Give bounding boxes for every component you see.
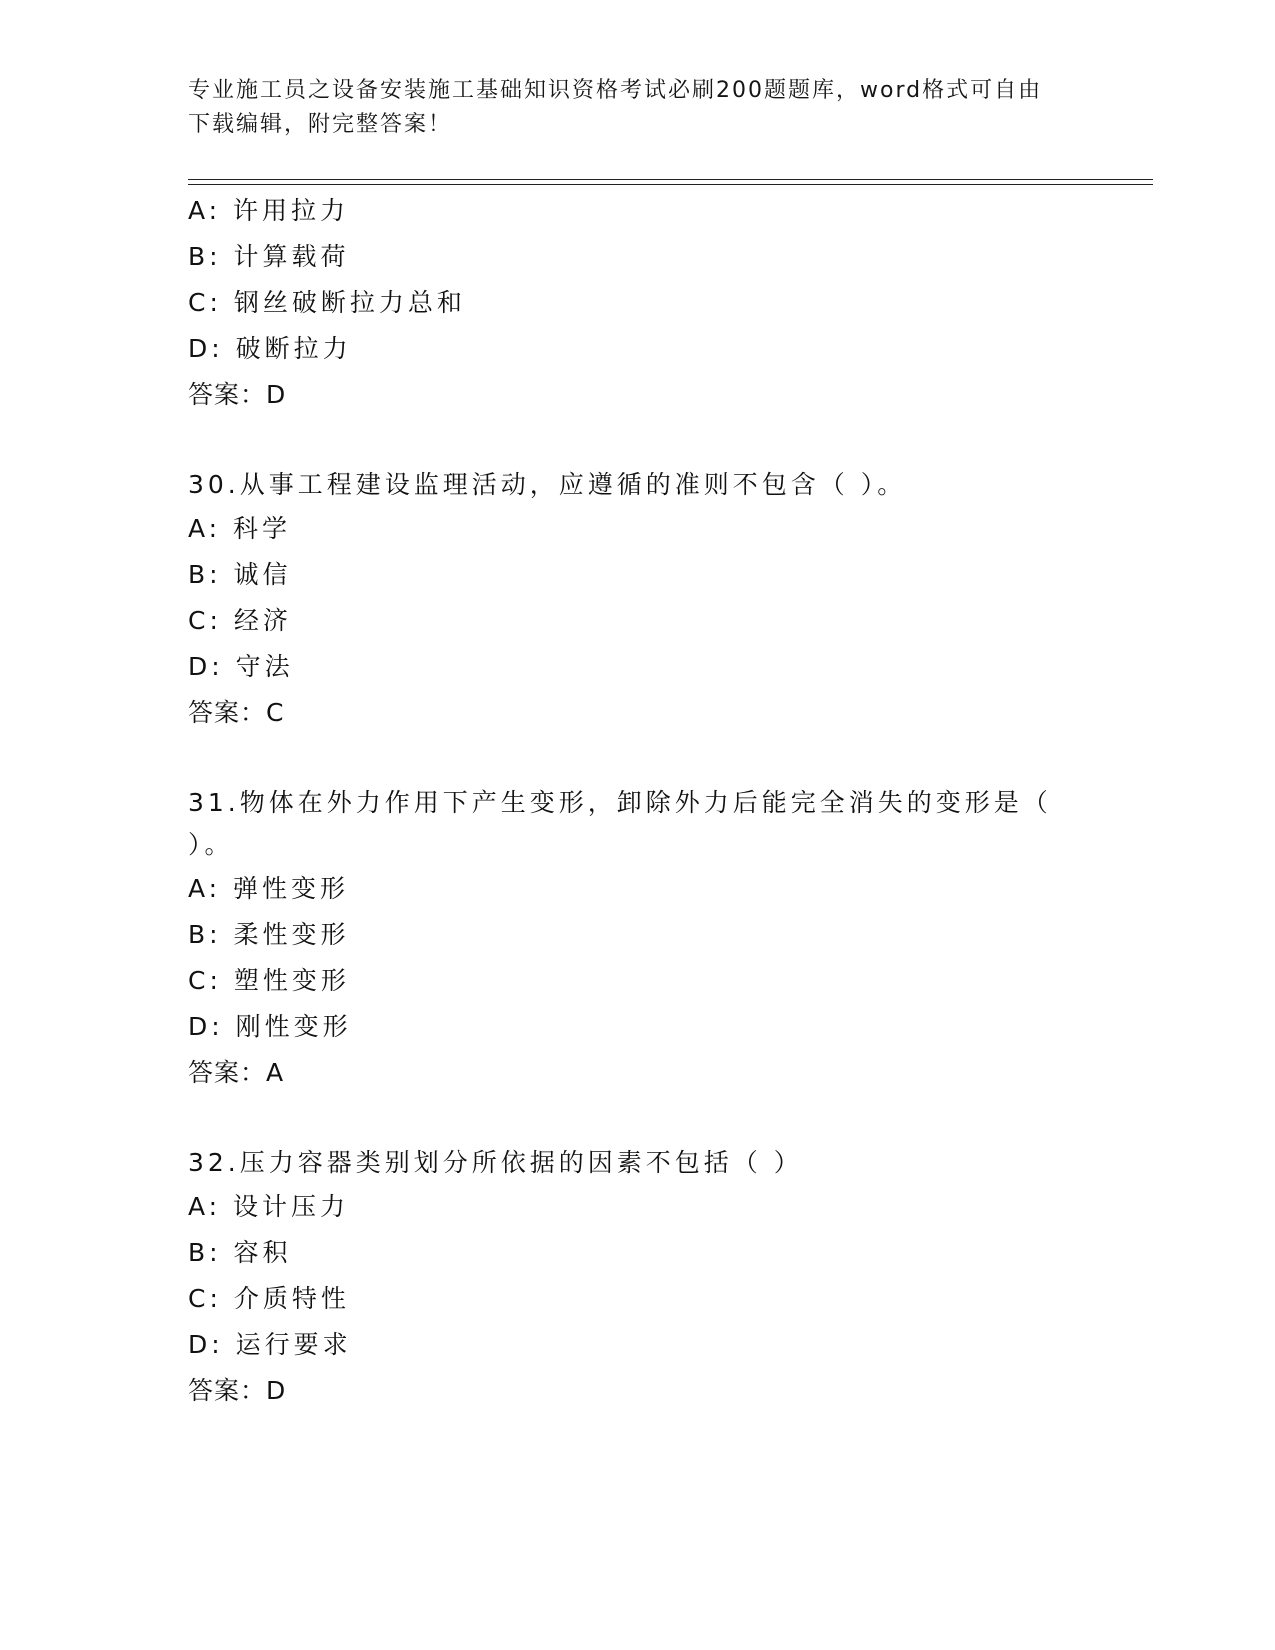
- question-32: [188, 1142, 1088, 1414]
- option-a: A: 弹性变形: [188, 874, 350, 903]
- question-text: 32.压力容器类别划分所依据的因素不包括（ ）: [188, 1148, 803, 1177]
- question-29-continued: [188, 188, 1088, 418]
- option-b: B: 容积: [188, 1238, 292, 1267]
- answer-line: 答案：C: [188, 698, 285, 727]
- spacer: [188, 1098, 1088, 1142]
- spacer: [188, 738, 1088, 782]
- option-c: C: 介质特性: [188, 1284, 350, 1313]
- header-divider-top: [188, 179, 1153, 180]
- option-d: D: 守法: [188, 652, 294, 681]
- spacer: [188, 420, 1088, 464]
- answer-line: 答案：D: [188, 380, 287, 409]
- option-a: A: 科学: [188, 514, 292, 543]
- option-a: A: 设计压力: [188, 1192, 350, 1221]
- option-a: A: 许用拉力: [188, 196, 350, 225]
- option-d: D: 刚性变形: [188, 1012, 352, 1041]
- option-d: D: 运行要求: [188, 1330, 352, 1359]
- option-d: D: 破断拉力: [188, 334, 352, 363]
- option-c: C: 钢丝破断拉力总和: [188, 288, 466, 317]
- header-line-2: 下载编辑，附完整答案！: [188, 112, 453, 137]
- question-list: [188, 188, 1088, 1416]
- option-b: B: 柔性变形: [188, 920, 350, 949]
- question-30: [188, 464, 1088, 736]
- answer-line: 答案：A: [188, 1058, 285, 1087]
- option-c: C: 塑性变形: [188, 966, 350, 995]
- answer-line: 答案：D: [188, 1376, 287, 1405]
- question-text: 31.物体在外力作用下产生变形，卸除外力后能完全消失的变形是（ ）。: [188, 788, 1052, 859]
- question-31: [188, 782, 1088, 1096]
- option-b: B: 计算载荷: [188, 242, 350, 271]
- header-line-1: 专业施工员之设备安装施工基础知识资格考试必刷200题题库，word格式可自由: [188, 78, 1043, 103]
- option-b: B: 诚信: [188, 560, 292, 589]
- header-divider-bottom: [188, 184, 1153, 185]
- document-header: [188, 74, 1068, 142]
- option-c: C: 经济: [188, 606, 292, 635]
- question-text: 30.从事工程建设监理活动，应遵循的准则不包含（ ）。: [188, 470, 907, 499]
